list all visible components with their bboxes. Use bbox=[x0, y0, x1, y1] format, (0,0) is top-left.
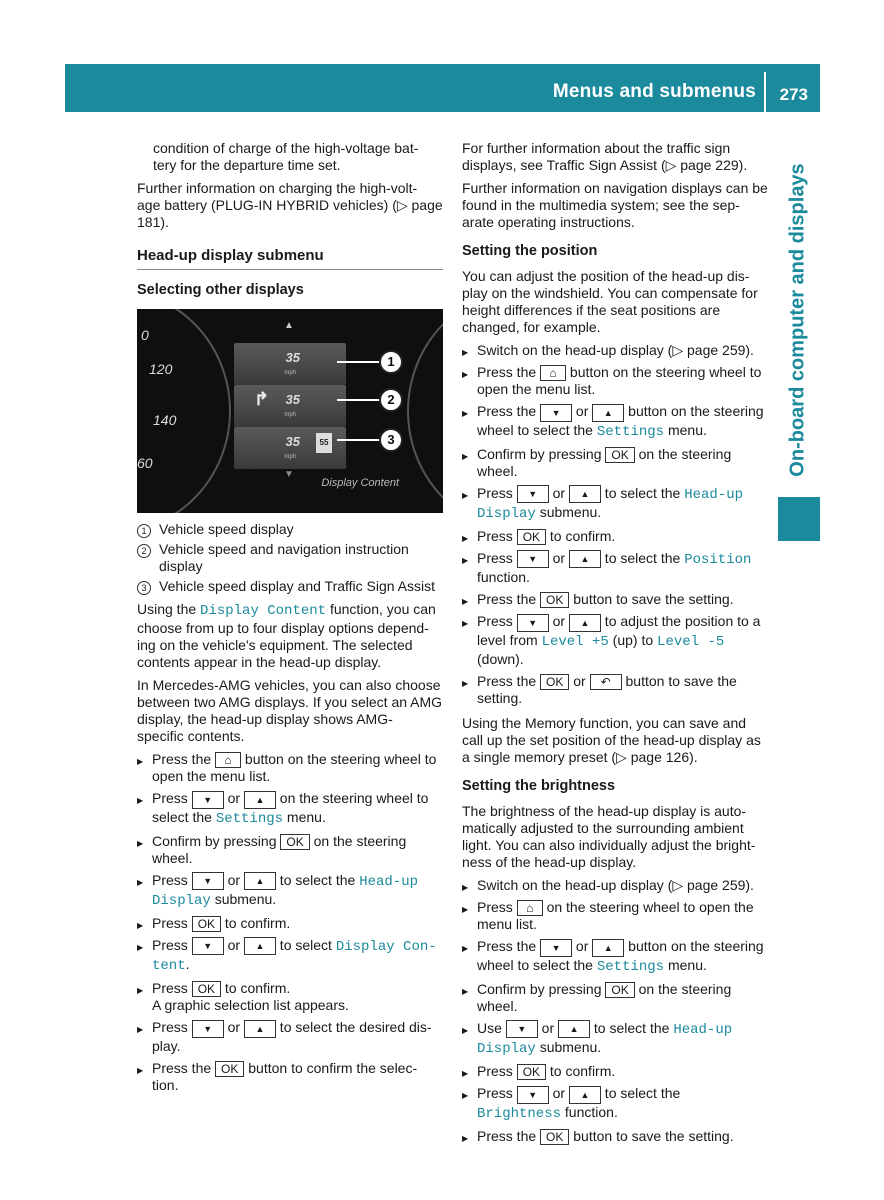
legend-item: 2 Vehicle speed and navigation instruction display bbox=[137, 541, 443, 575]
page-number: 273 bbox=[779, 85, 808, 104]
display-option-3: 35 mph 55 bbox=[234, 427, 346, 469]
legend-item: 3 Vehicle speed display and Traffic Sign Assist bbox=[137, 578, 443, 595]
side-tab-label: On-board computer and displays bbox=[786, 163, 809, 477]
instruction-step: ▶ Press ▼ or ▲ to adjust the position to a level from Level +5 (up) to Level -5 (down). bbox=[462, 613, 768, 667]
down-arrow-icon: ▼ bbox=[192, 1020, 224, 1038]
header-title: Menus and submenus bbox=[552, 81, 756, 102]
display-option-1: 35 mph bbox=[234, 343, 346, 385]
callout-line-1 bbox=[337, 361, 383, 363]
subsection-title: Selecting other displays bbox=[137, 282, 304, 298]
up-arrow-icon: ▲ bbox=[244, 791, 276, 809]
instruction-step: ▶ Press OK to confirm. A graphic selection list appears. bbox=[137, 980, 443, 1014]
up-arrow-icon: ▲ bbox=[592, 404, 624, 422]
instruction-step: ▶ Press ▼ or ▲ to select the Position function. bbox=[462, 550, 768, 586]
turn-arrow-icon: ↱ bbox=[254, 389, 270, 409]
callout-1: 1 bbox=[379, 350, 403, 374]
instruction-step: ▶ Confirm by pressing OK on the steering wheel. bbox=[137, 833, 443, 867]
left-gauge bbox=[137, 309, 231, 513]
up-arrow-icon: ▲ bbox=[558, 1020, 590, 1038]
ok-key: OK bbox=[192, 981, 221, 997]
ok-key: OK bbox=[540, 674, 569, 690]
instruction-step: ▶ Press ▼ or ▲ to select Display Con- tent. bbox=[137, 937, 443, 975]
ok-key: OK bbox=[605, 982, 634, 998]
hud-display-figure bbox=[137, 309, 443, 513]
callout-line-3 bbox=[337, 439, 383, 441]
instruction-step: ▶ Press the OK button to save the setting. bbox=[462, 591, 768, 608]
side-tab bbox=[778, 150, 818, 490]
position-paragraph: You can adjust the position of the head-up dis- play on the windshield. You can compensate for height differences if the seat positions are changed, for example. bbox=[462, 268, 758, 335]
up-arrow-icon: ▲ bbox=[244, 1020, 276, 1038]
gauge-label-0: 0 bbox=[141, 327, 149, 343]
down-arrow-icon: ▼ bbox=[192, 937, 224, 955]
amg-paragraph: In Mercedes-AMG vehicles, you can also choose between two AMG displays. If you select an AMG display, the head-up display shows AMG- specific contents. bbox=[137, 677, 443, 744]
instruction-step: ▶ Press the OK button to save the setting. bbox=[462, 1128, 768, 1145]
callout-3: 3 bbox=[379, 428, 403, 452]
instruction-step: ▶ Press ⌂ on the steering wheel to open the menu list. bbox=[462, 899, 768, 933]
speed-limit-sign-icon: 55 bbox=[316, 433, 332, 453]
ok-key: OK bbox=[605, 447, 634, 463]
traffic-sign-reference: For further information about the traffic sign displays, see Traffic Sign Assist (▷ page 229). bbox=[462, 140, 748, 173]
intro-continued: condition of charge of the high-voltage bat- tery for the departure time set. bbox=[153, 140, 419, 173]
section-title: Head-up display submenu bbox=[137, 247, 443, 270]
home-icon: ⌂ bbox=[517, 900, 543, 916]
instruction-step: ▶ Press the ▼ or ▲ button on the steering wheel to select the Settings menu. bbox=[462, 938, 768, 975]
instruction-step: ▶ Press OK to confirm. bbox=[137, 915, 443, 932]
navigation-reference: Further information on navigation displays can be found in the multimedia system; see the sep- arate operating instructions. bbox=[462, 180, 768, 230]
header-bar bbox=[65, 64, 820, 112]
down-arrow-icon: ▼ bbox=[517, 485, 549, 503]
charging-reference: Further information on charging the high-volt- age battery (PLUG-IN HYBRID vehicles) (▷ page 181). bbox=[137, 180, 443, 230]
up-arrow-icon: ▲ bbox=[592, 939, 624, 957]
brightness-paragraph: The brightness of the head-up display is auto- matically adjusted to the surrounding ambient light. You can also individually adjust the bright- ness of the head-up display. bbox=[462, 803, 756, 871]
up-arrow-icon: ▲ bbox=[569, 1086, 601, 1104]
up-arrow-icon: ▲ bbox=[244, 937, 276, 955]
instruction-step: ▶ Switch on the head-up display (▷ page 259). bbox=[462, 342, 768, 359]
down-arrow-icon: ▼ bbox=[540, 404, 572, 422]
right-gauge bbox=[407, 309, 443, 513]
display-option-2: ↱ 35 mph bbox=[234, 385, 346, 427]
gauge-label-140: 140 bbox=[153, 412, 177, 428]
down-arrow-icon: ▼ bbox=[192, 791, 224, 809]
instruction-step: ▶ Confirm by pressing OK on the steering wheel. bbox=[462, 446, 768, 480]
down-arrow-icon: ▼ bbox=[517, 550, 549, 568]
back-icon: ↶ bbox=[590, 674, 622, 690]
scroll-up-arrow: ▲ bbox=[284, 320, 294, 331]
instruction-step: ▶ Press the OK or ↶ button to save the setting. bbox=[462, 673, 768, 707]
ok-key: OK bbox=[192, 916, 221, 932]
ok-key: OK bbox=[280, 834, 309, 850]
instruction-step: ▶ Press OK to confirm. bbox=[462, 528, 768, 545]
side-tab-block bbox=[778, 497, 820, 541]
instruction-step: ▶ Press the ⌂ button on the steering wheel to open the menu list. bbox=[462, 364, 768, 398]
up-arrow-icon: ▲ bbox=[244, 872, 276, 890]
up-arrow-icon: ▲ bbox=[569, 550, 601, 568]
ok-key: OK bbox=[540, 592, 569, 608]
gauge-label-120: 120 bbox=[149, 361, 173, 377]
ok-key: OK bbox=[540, 1129, 569, 1145]
ok-key: OK bbox=[517, 529, 546, 545]
home-icon: ⌂ bbox=[215, 752, 241, 768]
ok-key: OK bbox=[517, 1064, 546, 1080]
right-column bbox=[462, 140, 768, 1150]
legend-item: 1 Vehicle speed display bbox=[137, 521, 443, 538]
ok-key: OK bbox=[215, 1061, 244, 1077]
scroll-down-arrow: ▼ bbox=[284, 469, 294, 480]
instruction-step: ▶ Switch on the head-up display (▷ page 259). bbox=[462, 877, 768, 894]
instruction-step: ▶ Press OK to confirm. bbox=[462, 1063, 768, 1080]
callout-2: 2 bbox=[379, 388, 403, 412]
instruction-step: ▶ Press the ▼ or ▲ button on the steering wheel to select the Settings menu. bbox=[462, 403, 768, 440]
instruction-step: ▶ Press ▼ or ▲ on the steering wheel to select the Settings menu. bbox=[137, 790, 443, 827]
instruction-step: ▶ Press ▼ or ▲ to select the Brightness function. bbox=[462, 1085, 768, 1122]
memory-paragraph: Using the Memory function, you can save and call up the set position of the head-up display as a single memory preset (▷ page 126). bbox=[462, 715, 761, 766]
instruction-step: ▶ Use ▼ or ▲ to select the Head-up Display submenu. bbox=[462, 1020, 768, 1058]
home-icon: ⌂ bbox=[540, 365, 566, 381]
display-content-paragraph: Using the Display Content function, you can choose from up to four display options depend- ing on the vehicle's equipment. The selected contents appear in the head-up display. bbox=[137, 601, 436, 670]
brightness-heading: Setting the brightness bbox=[462, 778, 616, 795]
instruction-step: ▶ Press ▼ or ▲ to select the desired dis- play. bbox=[137, 1019, 443, 1054]
up-arrow-icon: ▲ bbox=[569, 485, 601, 503]
header-divider bbox=[764, 72, 766, 112]
down-arrow-icon: ▼ bbox=[506, 1020, 538, 1038]
left-column bbox=[137, 140, 443, 1099]
display-content-caption: Display Content bbox=[321, 477, 399, 489]
instruction-step: ▶ Press the OK button to confirm the selec- tion. bbox=[137, 1060, 443, 1094]
instruction-step: ▶ Confirm by pressing OK on the steering wheel. bbox=[462, 981, 768, 1015]
instruction-step: ▶ Press ▼ or ▲ to select the Head-up Display submenu. bbox=[137, 872, 443, 910]
position-heading: Setting the position bbox=[462, 243, 598, 259]
down-arrow-icon: ▼ bbox=[192, 872, 224, 890]
instruction-step: ▶ Press the ⌂ button on the steering wheel to open the menu list. bbox=[137, 751, 443, 785]
gauge-label-60: 60 bbox=[137, 455, 153, 471]
callout-line-2 bbox=[337, 399, 383, 401]
down-arrow-icon: ▼ bbox=[517, 614, 549, 632]
up-arrow-icon: ▲ bbox=[569, 614, 601, 632]
instruction-step: ▶ Press ▼ or ▲ to select the Head-up Display submenu. bbox=[462, 485, 768, 523]
down-arrow-icon: ▼ bbox=[517, 1086, 549, 1104]
down-arrow-icon: ▼ bbox=[540, 939, 572, 957]
